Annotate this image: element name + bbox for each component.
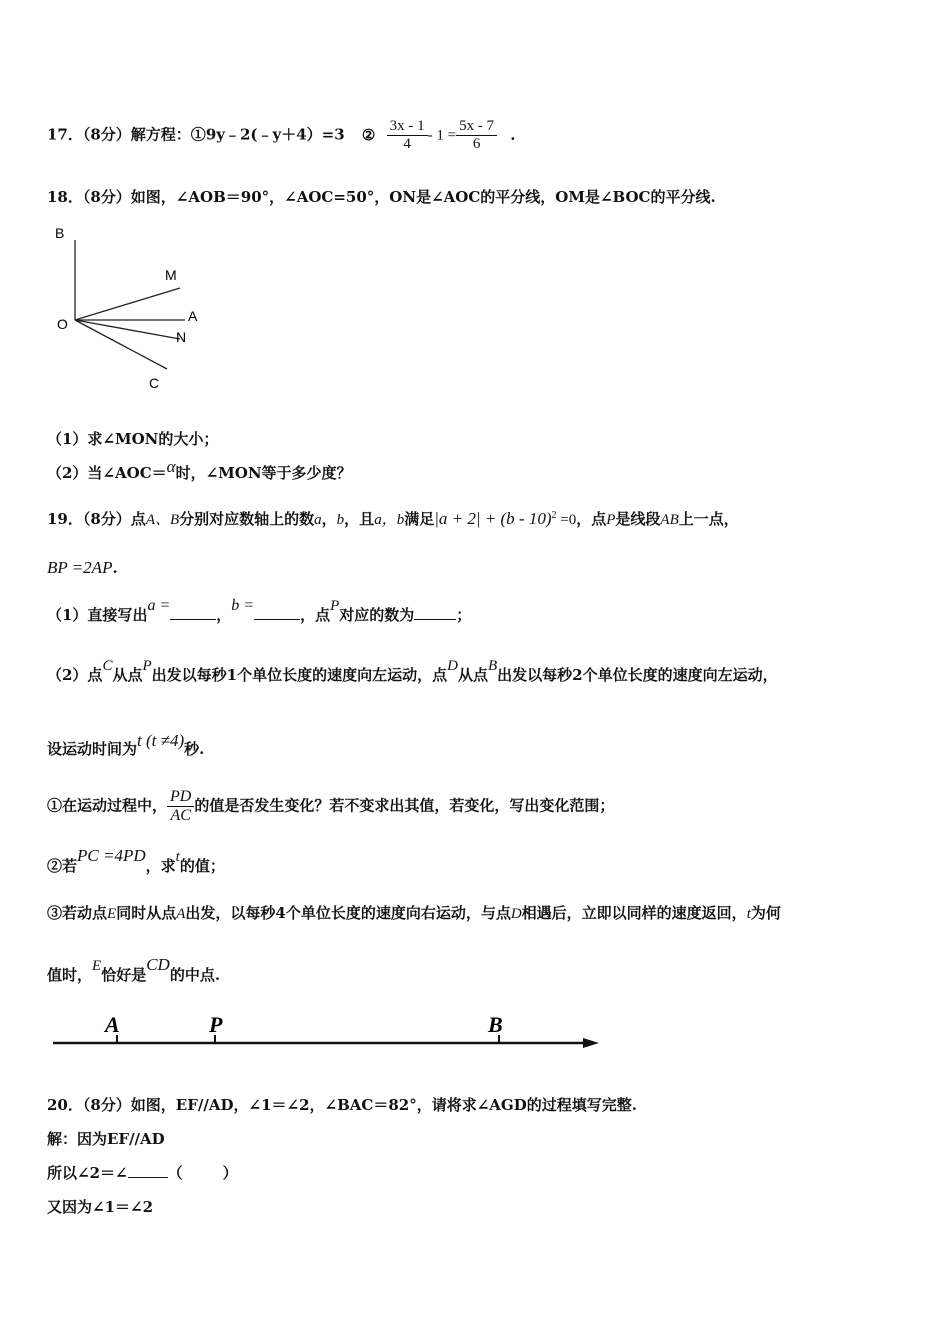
q19-c2-c: 的值；	[179, 857, 225, 875]
q19-ab-points: A、B	[145, 512, 180, 528]
q20-l2-open: （	[167, 1164, 183, 1182]
q20-l2-a: 所以∠2＝∠	[47, 1164, 128, 1182]
q19-condition: |a + 2| + (b - 10)	[434, 509, 552, 528]
label-n: N	[176, 329, 187, 345]
answer-blank-b[interactable]	[254, 619, 300, 620]
answer-blank-a[interactable]	[170, 619, 216, 620]
q19-square: 2	[551, 510, 557, 521]
q19-cd: CD	[146, 955, 170, 974]
q19-s1-point: ，点	[300, 606, 331, 624]
label-o: O	[57, 316, 68, 332]
q19-s2-a: （2）点	[47, 666, 103, 684]
q19-sub2-time	[47, 731, 205, 759]
q17-end: .	[510, 125, 516, 144]
q19-c1-a: ①在运动过程中，	[47, 796, 168, 815]
q19-pd-ac-fraction	[167, 788, 194, 825]
q18-part1: （1）求∠MON的大小；	[47, 430, 219, 448]
q19-t7: 上一点，	[678, 510, 739, 528]
q19-c3-a: ③若动点	[47, 904, 108, 922]
q19-c4-c: 的中点.	[169, 966, 221, 984]
q19-s2-b-point: B	[487, 658, 498, 674]
q19-c3-t: t	[746, 906, 751, 922]
label-a: A	[188, 308, 198, 324]
q19-comma: ，	[321, 510, 337, 528]
q19-t6: 是线段	[615, 510, 661, 528]
axis-label-a: A	[105, 1012, 120, 1037]
number-line-arrow	[583, 1038, 599, 1048]
q19-s3-a: 设运动时间为	[47, 740, 138, 758]
q17-f1-numerator: 3x - 1	[387, 118, 428, 136]
q19-b: b	[336, 512, 345, 528]
q19-pd: PD	[167, 788, 194, 807]
q19-c4-a: 值时，	[47, 966, 93, 984]
q19-sub1	[47, 597, 472, 625]
q19-pc-eq: PC =4PD	[77, 846, 146, 865]
answer-blank-angle[interactable]	[128, 1177, 168, 1178]
q18-p2-b: 时，∠MON等于多少度？	[175, 464, 352, 482]
q19-ab: a，b	[374, 512, 405, 528]
q19-case1	[47, 788, 614, 825]
q18-p2-a: （2）当∠AOC＝	[47, 464, 167, 482]
label-b: B	[55, 225, 65, 241]
q19-t5: ，点	[576, 510, 607, 528]
q17-fraction-2	[456, 118, 497, 153]
q17-fraction-1	[387, 118, 428, 153]
q19-eq-zero: =0	[556, 512, 577, 528]
q19-s1-num: 对应的数为	[339, 606, 415, 624]
q19-s2-d-text: 从点	[457, 666, 488, 684]
answer-blank-p[interactable]	[414, 619, 456, 620]
axis-label-b: B	[488, 1012, 503, 1037]
ray-oc	[75, 320, 167, 369]
number-line	[45, 1005, 610, 1055]
q19-s2-c-text: 出发以每秒1个单位长度的速度向左运动，点	[151, 666, 448, 684]
alpha-symbol: α	[166, 457, 176, 476]
q19-s1-end: ；	[456, 606, 472, 624]
q19-bp	[47, 558, 118, 578]
q19-s2-d: D	[447, 658, 458, 674]
q19-c3-c: 出发，以每秒4个单位长度的速度向右运动，与点	[185, 904, 511, 922]
q19-t3: ，且	[344, 510, 375, 528]
q19-c3-e: 为何	[750, 904, 781, 922]
q19-c4-e: E	[92, 958, 102, 974]
q19-c2-t: t	[175, 849, 180, 865]
q20-l2-close: ）	[222, 1164, 238, 1182]
q18-part2	[47, 457, 352, 483]
q19-sub2	[47, 658, 778, 685]
q19-c4-b: 恰好是	[101, 966, 147, 984]
q19-case2	[47, 846, 225, 876]
q18-angle-figure	[45, 222, 225, 397]
q19-c3-d: 相遇后，立即以同样的速度返回，	[521, 904, 747, 922]
q19-c2-a: ②若	[47, 857, 78, 875]
ray-om	[75, 288, 180, 320]
q19-t1: 19．（8分）点	[47, 510, 146, 528]
q20-stem: 20．（8分）如图，EF//AD，∠1＝∠2，∠BAC＝82°，请将求∠AGD的过程填写完整.	[47, 1096, 637, 1114]
q19-d-point: D	[510, 906, 522, 922]
q19-s1-text: （1）直接写出	[47, 606, 148, 624]
q19-s1-comma: ，	[216, 606, 232, 624]
q17-mid: - 1 =	[427, 127, 457, 144]
q19-s3-b: 秒.	[184, 740, 205, 758]
q17-line	[47, 118, 516, 153]
q17-f2-numerator: 5x - 7	[456, 118, 497, 136]
q17-eq1: 9y﹣2(﹣y＋4）=3	[205, 125, 345, 144]
q19-s2-p: P	[142, 658, 152, 674]
q19-bp-end: .	[112, 559, 118, 577]
q19-b-eq: b =	[231, 597, 255, 614]
q19-a-point: A	[176, 906, 186, 922]
q19-p: P	[606, 512, 616, 528]
q19-a-eq: a =	[147, 597, 171, 614]
q19-segment-ab: AB	[660, 512, 679, 528]
q19-t-expr: t (t ≠4)	[137, 731, 185, 750]
q19-e: E	[107, 906, 117, 922]
q20-line1: 解：因为EF//AD	[47, 1130, 165, 1148]
q17-prefix: 17．（8分）解方程：①	[47, 125, 206, 144]
label-c: C	[149, 375, 160, 391]
q18-stem: 18．（8分）如图，∠AOB＝90°，∠AOC=50°，ON是∠AOC的平分线，OM是∠BOC的平分线.	[47, 188, 716, 206]
q20-line2	[47, 1162, 238, 1183]
q19-case3	[47, 902, 781, 923]
q17-f2-denominator: 6	[472, 136, 481, 152]
q17-f1-denominator: 4	[403, 136, 411, 152]
q19-a: a	[314, 512, 322, 528]
q19-t4: 满足	[404, 510, 435, 528]
ray-on	[75, 320, 180, 339]
q19-ac: AC	[170, 807, 191, 824]
q17-sep: ②	[361, 125, 376, 144]
q19-s1-p: P	[330, 598, 340, 614]
q19-c2-b: ，求	[145, 857, 176, 875]
q19-c1-b: 的值是否发生变化？若不变求出其值，若变化，写出变化范围；	[194, 796, 615, 815]
q19-s2-e: 出发以每秒2个单位长度的速度向左运动，	[497, 666, 778, 684]
q20-line3: 又因为∠1＝∠2	[47, 1198, 154, 1216]
axis-label-p: P	[209, 1012, 223, 1037]
q19-case3-cont	[47, 955, 221, 985]
q19-bp-eq: BP =2AP	[47, 558, 113, 577]
q19-s2-c: C	[102, 658, 113, 674]
q19-c3-b: 同时从点	[116, 904, 177, 922]
q19-t2: 分别对应数轴上的数	[179, 510, 315, 528]
q19-stem	[47, 508, 739, 529]
q19-s2-b: 从点	[112, 666, 143, 684]
label-m: M	[165, 267, 177, 283]
